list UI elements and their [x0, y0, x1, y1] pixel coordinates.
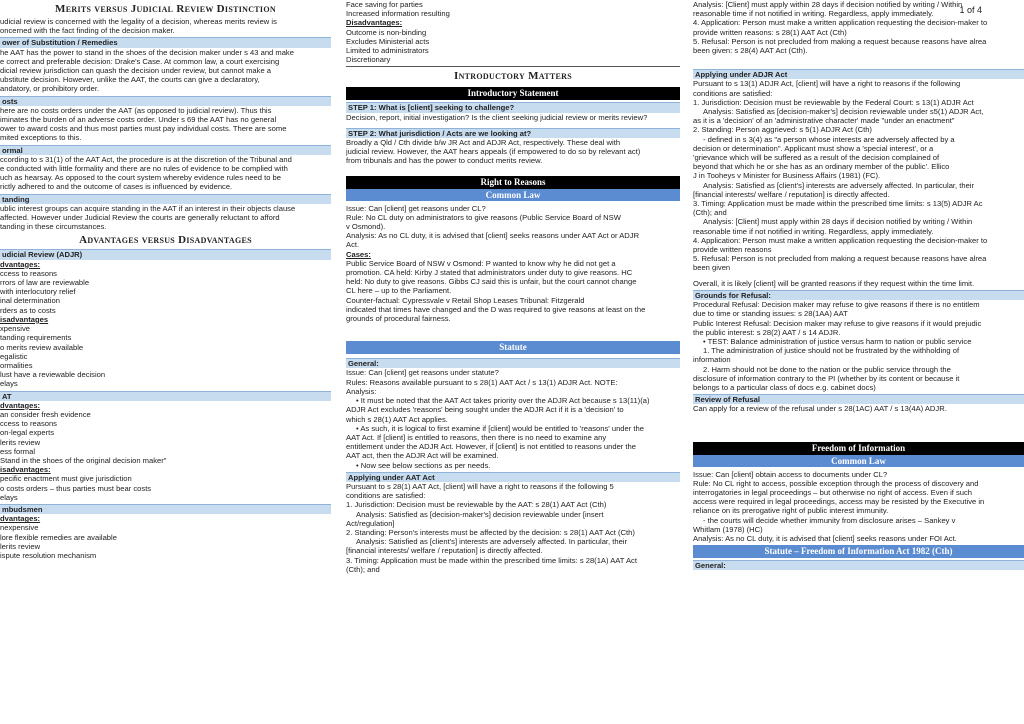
- text-line: Increased information resulting: [346, 9, 450, 19]
- text-line: been given: [693, 263, 731, 273]
- aat-disadvantages-label: isadvantages:: [0, 465, 51, 475]
- text-line: Analysis: Satisfied as [client's] interests are adversely affected. In particular, their: [703, 180, 975, 190]
- text-line: AAT act, then the ADJR Act will be examined.: [346, 451, 499, 461]
- column-middle: [346, 0, 680, 724]
- text-line: xpensive: [0, 324, 30, 334]
- page-number: 1 of 4: [959, 5, 982, 15]
- text-line: reasonable time if not notified in writing. Regardless, apply immediately.: [693, 9, 934, 19]
- text-line: Analysis: Satisfied as [decision-maker's] decision reviewable under s5(1) ADJR Act,: [703, 107, 984, 117]
- text-line: • TEST: Balance administration of justice versus harm to nation or public service: [703, 336, 972, 346]
- bar-common-law-foi: Common Law: [693, 455, 1024, 467]
- text-line: v Osmond).: [346, 222, 386, 232]
- text-line: Outcome is non-binding: [346, 27, 427, 37]
- bar-statute-foi: Statute – Freedom of Information Act 1982 (Cth): [693, 545, 1024, 558]
- section-title-merits: Merits versus Judicial Review Distinction: [55, 3, 276, 15]
- text-line: mited exceptions to this.: [0, 133, 82, 143]
- text-line: conditions are satisfied:: [346, 491, 426, 501]
- overall-text: Overall, it is likely [client] will be granted reasons if they request within the time limit.: [693, 278, 975, 288]
- text-line: Analysis: [Client] must apply within 28 days if decision notified by writing / Within: [703, 217, 973, 227]
- text-line: Face saving for parties: [346, 0, 423, 9]
- text-line: information: [693, 355, 731, 365]
- text-line: the public interest: s 28(2) AAT / s 14 ADJR.: [693, 327, 841, 337]
- text-line: 2. Harm should not be done to the nation or the public service through the: [703, 364, 951, 374]
- text-line: held: No duty to give reasons. Gibbs CJ said this is unfair, but the court cannot change: [346, 277, 637, 287]
- text-line: rictly adhered to and the outcome of cases is influenced by evidence.: [0, 182, 233, 192]
- text-line: Limited to administrators: [346, 46, 429, 56]
- text-line: • Now see below sections as per needs.: [356, 460, 491, 470]
- text-line: dicial review jurisdiction can quash the decision under review, but cannot make a: [0, 66, 271, 76]
- text-line: Analysis: As no CL duty, it is advised that [client] seeks reasons under FOI Act.: [693, 533, 957, 543]
- column-left: [0, 0, 331, 724]
- text-line: Issue: Can [client] get reasons under CL?: [346, 203, 486, 213]
- text-line: from tribunals and has the power to conduct merits review.: [346, 156, 543, 166]
- text-line: Analysis: As no CL duty, it is advised that [client] seeks reasons under AAT Act or ADJR: [346, 231, 640, 241]
- text-line: 3. Timing: Application must be made within the prescribed time limits: s 13(5) ADJR Ac: [693, 199, 983, 209]
- analysis-bullets: [346, 396, 680, 470]
- applying-aat-text: [346, 482, 680, 574]
- text-line: e conducted with little formality and there are no rules of evidence to be complied with: [0, 164, 288, 174]
- heading-aat: AT: [0, 391, 331, 401]
- heading-review-refusal: Review of Refusal: [693, 394, 1024, 404]
- text-line: Counter-factual: Cypressvale v Retail Shop Leases Tribunal: Fitzgerald: [346, 295, 585, 305]
- intro-paragraph: [0, 17, 331, 35]
- text-line: Analysis: Satisfied as [decision-maker's] decision reviewable under [insert: [356, 509, 604, 519]
- step2-text: [346, 138, 680, 166]
- text-line: provide written reasons: s 28(1) AAT Act (Cth): [693, 27, 847, 37]
- text-line: been given: s 28(4) AAT Act (Cth).: [693, 46, 808, 56]
- text-line: here are no costs orders under the AAT (as opposed to judicial review). Thus this: [0, 105, 272, 115]
- text-line: o costs orders – thus parties must bear costs: [0, 483, 152, 493]
- text-line: Rule: No CL duty on administrators to give reasons (Public Service Board of NSW: [346, 212, 621, 222]
- text-line: Rule: No CL right to access, possible exception through the process of discovery and: [693, 478, 979, 488]
- heading-step2: STEP 2: What jurisdiction / Acts are we looking at?: [346, 128, 680, 138]
- text-line: 4. Application: Person must make a written application requesting the decision-maker to: [693, 235, 988, 245]
- text-line: ispute resolution mechanism: [0, 550, 97, 560]
- omb-advantages-label: dvantages:: [0, 514, 41, 524]
- text-line: promotion. CA held: Kirby J stated that administrators under duty to give reasons. HC: [346, 268, 633, 278]
- text-line: tanding in these circumstances.: [0, 222, 107, 232]
- ombudsmen-adv-continued: [346, 0, 680, 18]
- heading-costs: osts: [0, 96, 331, 106]
- text-line: an consider fresh evidence: [0, 409, 91, 419]
- bar-freedom-of-information: Freedom of Information: [693, 442, 1024, 455]
- heading-power-substitution: ower of Substitution / Remedies: [0, 37, 331, 47]
- text-line: reliance on its prerogative right of public interest immunity.: [693, 506, 889, 516]
- heading-adjr: udicial Review (ADJR): [0, 249, 331, 259]
- divider: [346, 66, 680, 67]
- text-line: judicial review. However, the AAT hears appeals (if empowered to do so by relevant act): [346, 147, 641, 157]
- step1-text: Decision, report, initial investigation? Is the client seeking judicial review or merits review?: [346, 112, 648, 122]
- aat-advantages-list: [0, 410, 331, 465]
- text-line: which s 28(1) AAT Act applies.: [346, 414, 448, 424]
- heading-general-foi: General:: [693, 560, 1024, 570]
- text-line: • It must be noted that the AAT Act takes priority over the ADJR Act because s 13(11)(a): [356, 396, 650, 406]
- text-line: e correct and preferable decision: Drake's Case. At common law, a court exercising: [0, 56, 280, 66]
- text-line: tanding requirements: [0, 333, 72, 343]
- section-title-introductory: Introductory Matters: [454, 70, 572, 83]
- text-line: ADJR Act excludes 'reasons' being sought under the ADJR Act if it is a 'decision' to: [346, 405, 624, 415]
- text-line: provide written reasons: [693, 245, 772, 255]
- text-line: lerits review: [0, 541, 41, 551]
- text-line: egalistic: [0, 351, 28, 361]
- text-line: elays: [0, 492, 18, 502]
- text-line: reasonable time if not notified in writing. Regardless, apply immediately.: [693, 226, 934, 236]
- text-line: ormalities: [0, 360, 33, 370]
- text-line: AAT Act. If [client] is entitled to reasons, then there is no need to examine any: [346, 432, 607, 442]
- section-title-advantages: Advantages versus Disadvantages: [79, 234, 252, 247]
- text-line: 1. The administration of justice should not be frustrated by the withholding of: [703, 346, 960, 356]
- text-line: lust have a reviewable decision: [0, 370, 106, 380]
- text-line: due to time or standing issues: s 28(1AA) AAT: [693, 309, 848, 319]
- text-line: - the courts will decide whether immunity from disclosure arises – Sankey v: [703, 515, 956, 525]
- text-line: lore flexible remedies are available: [0, 532, 117, 542]
- text-line: CL here – up to the Parliament.: [346, 286, 452, 296]
- text-line: oncerned with the fact finding of the decision maker.: [0, 26, 175, 36]
- text-line: lerits review: [0, 437, 41, 447]
- adjr-advantages-label: dvantages:: [0, 259, 41, 269]
- text-line: decision or determination". Applicant must show a 'special interest', or a: [693, 143, 934, 153]
- text-line: beyond that which he or she has as an ordinary member of the public'. Ellico: [693, 162, 950, 172]
- formal-text: [0, 155, 331, 192]
- text-line: 1. Jurisdiction: Decision must be reviewable by the Federal Court: s 13(1) ADJR Act: [693, 97, 974, 107]
- power-substitution-text: [0, 48, 331, 94]
- text-line: J in Tooheys v Minister for Business Affairs (1981) (FC).: [693, 171, 881, 181]
- text-line: elays: [0, 379, 18, 389]
- bar-common-law: Common Law: [346, 189, 680, 201]
- text-line: rders as to costs: [0, 305, 56, 315]
- omb-disadvantages-list: [346, 28, 680, 65]
- bar-right-to-reasons: Right to Reasons: [346, 176, 680, 189]
- text-line: ccess to reasons: [0, 268, 57, 278]
- text-line: Act.: [346, 240, 360, 250]
- text-line: 2. Standing: Person aggrieved: s 5(1) ADJR Act (Cth): [693, 125, 872, 135]
- heading-formal: ormal: [0, 145, 331, 155]
- column-right: [693, 0, 1024, 724]
- text-line: belongs to a particular class of docs e.g. cabinet docs): [693, 382, 876, 392]
- text-line: ccording to s 31(1) of the AAT Act, the procedure is at the discretion of the Tribunal and: [0, 154, 292, 164]
- text-line: access were required in legal proceedings, access may be resisted by the Executive in: [693, 497, 985, 507]
- text-line: ccess to reasons: [0, 419, 57, 429]
- text-line: indicated that times have changed and the D was required to give reasons at least on the: [346, 304, 646, 314]
- aat-continued-text: [693, 0, 1024, 55]
- adjr-advantages-list: [0, 269, 331, 315]
- text-line: 'grievance which will be suffered as a result of the decision complained of: [693, 153, 940, 163]
- standing-text: [0, 204, 331, 232]
- review-refusal-text: Can apply for a review of the refusal under s 28(1AC) AAT / s 13(4A) ADJR.: [693, 404, 947, 414]
- text-line: (Cth); and: [346, 564, 380, 574]
- text-line: inal determination: [0, 296, 60, 306]
- common-law-text: [346, 204, 680, 250]
- adjr-disadvantages-list: [0, 324, 331, 388]
- cases-label: Cases:: [346, 249, 371, 259]
- text-line: • As such, it is logical to first examine if [client] would be entitled to 'reasons' under the: [356, 423, 644, 433]
- text-line: interrogatories in legal proceedings – but otherwise no right of access. Even if such: [693, 487, 973, 497]
- text-line: Stand in the shoes of the original decision maker": [0, 455, 167, 465]
- text-line: disclosure of information contrary to the PI (whether by its content or because it: [693, 373, 960, 383]
- text-line: as it is a 'decision' of an 'administrative character' made "under an enactment": [693, 116, 955, 126]
- text-line: grounds of procedural fairness.: [346, 314, 451, 324]
- text-line: 2. Standing: Person's interests must be affected by the decision: s 28(1) AAT Act (Cth): [346, 527, 635, 537]
- text-line: ubstitute decision. However, unlike the AAT, the courts can give a declaratory,: [0, 75, 260, 85]
- omb-advantages-list: [0, 523, 331, 560]
- text-line: andatory, or prohibitory order.: [0, 84, 100, 94]
- text-line: Act/regulation]: [346, 518, 395, 528]
- text-line: [financial interests/ welfare / reputation] is directly affected.: [346, 546, 543, 556]
- heading-applying-adjr: Applying under ADJR Act: [693, 69, 1024, 79]
- text-line: Analysis:: [346, 386, 377, 396]
- heading-general: General:: [346, 358, 680, 368]
- text-line: iminates the burden of an adverse costs order. Under s 69 the AAT has no general: [0, 115, 277, 125]
- bar-statute: Statute: [346, 341, 680, 354]
- costs-text: [0, 106, 331, 143]
- text-line: Issue: Can [client] obtain access to documents under CL?: [693, 469, 888, 479]
- text-line: Rules: Reasons available pursuant to s 28(1) AAT Act / s 13(1) ADJR Act. NOTE:: [346, 377, 618, 387]
- foi-common-law-text: [693, 470, 1024, 544]
- text-line: 3. Timing: Application must be made within the prescribed time limits: s 28(1A) AAT Act: [346, 555, 637, 565]
- text-line: Analysis: Satisfied as [client's] interests are adversely affected. In particular, their: [356, 537, 628, 547]
- text-line: pecific enactment must give jurisdiction: [0, 474, 132, 484]
- text-line: 5. Refusal: Person is not precluded from making a request because reasons have alrea: [693, 254, 987, 264]
- text-line: 1. Jurisdiction: Decision must be reviewable by the AAT: s 28(1) AAT Act (Cth): [346, 500, 607, 510]
- text-line: Discretionary: [346, 55, 391, 65]
- text-line: conditions are satisfied:: [693, 88, 773, 98]
- heading-standing: tanding: [0, 194, 331, 204]
- text-line: ublic interest groups can acquire standing in the AAT if an interest in their objects clause: [0, 203, 296, 213]
- text-line: - defined in s 3(4) as "a person whose interests are adversely affected by a: [703, 134, 955, 144]
- text-line: Public Service Board of NSW v Osmond: P wanted to know why he did not get a: [346, 258, 616, 268]
- grounds-refusal-text: [693, 300, 1024, 392]
- text-line: ower to award costs and thus most parties must pay individual costs. There are some: [0, 124, 287, 134]
- heading-ombudsmen: mbudsmen: [0, 504, 331, 514]
- heading-grounds-refusal: Grounds for Refusal:: [693, 290, 1024, 300]
- heading-applying-aat: Applying under AAT Act: [346, 472, 680, 482]
- text-line: ess formal: [0, 446, 36, 456]
- text-line: Procedural Refusal: Decision maker may refuse to give reasons if there is no entitlem: [693, 300, 980, 310]
- text-line: Pursuant to s 28(1) AAT Act, [client] will have a right to reasons if the following 5: [346, 481, 614, 491]
- heading-step1: STEP 1: What is [client] seeking to challenge?: [346, 102, 680, 112]
- text-line: nexpensive: [0, 523, 39, 533]
- aat-advantages-label: dvantages:: [0, 400, 41, 410]
- aat-disadvantages-list: [0, 474, 331, 502]
- adjr-disadvantages-label: isadvantages: [0, 314, 49, 324]
- text-line: [financial interests/ welfare / reputation] is directly affected.: [693, 189, 890, 199]
- text-line: 5. Refusal: Person is not precluded from making a request because reasons have alrea: [693, 36, 987, 46]
- text-line: Pursuant to s 13(1) ADJR Act, [client] will have a right to reasons if the following: [693, 79, 961, 89]
- text-line: on-legal experts: [0, 428, 55, 438]
- text-line: rrors of law are reviewable: [0, 278, 90, 288]
- text-line: udicial review is concerned with the legality of a decision, whereas merits review is: [0, 17, 277, 26]
- text-line: entitlement under the ADJR Act. However, if [client] is not entitled to reasons under the: [346, 442, 636, 452]
- text-line: Excludes Ministerial acts: [346, 36, 430, 46]
- text-line: with interlocutory relief: [0, 287, 76, 297]
- text-line: Whitlam (1978) (HC): [693, 524, 763, 534]
- bar-introductory-statement: Introductory Statement: [346, 87, 680, 100]
- text-line: (Cth); and: [693, 208, 727, 218]
- text-line: uch as hearsay. As opposed to the court system whereby evidence rules need to be: [0, 173, 281, 183]
- text-line: Analysis: [Client] must apply within 28 days if decision notified by writing / Within: [693, 0, 963, 9]
- text-line: 4. Application: Person must make a written application requesting the decision-maker to: [693, 18, 988, 28]
- general-text: [346, 368, 680, 396]
- text-line: o merits review available: [0, 342, 84, 352]
- omb-disadvantages-label: Disadvantages:: [346, 18, 403, 28]
- text-line: Broadly a Qld / Cth divide b/w JR Act and ADJR Act, respectively. These deal with: [346, 138, 621, 148]
- text-line: Public Interest Refusal: Decision maker may refuse to give reasons if it would prejudic: [693, 318, 982, 328]
- text-line: he AAT has the power to stand in the shoes of the decision maker under s 43 and make: [0, 47, 294, 57]
- text-line: affected. However under Judicial Review the courts are generally reluctant to afford: [0, 213, 280, 223]
- text-line: Issue: Can [client] get reasons under statute?: [346, 368, 499, 378]
- applying-adjr-text: [693, 79, 1024, 272]
- cases-text: [346, 259, 680, 323]
